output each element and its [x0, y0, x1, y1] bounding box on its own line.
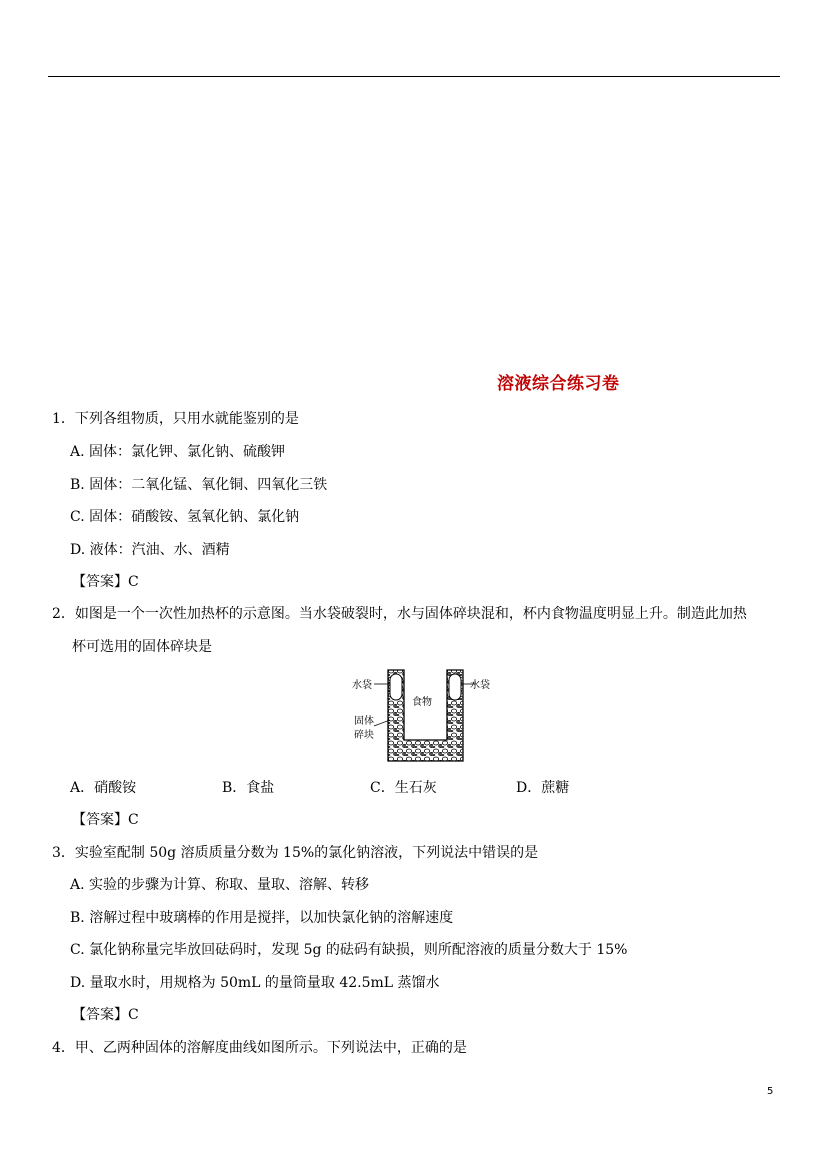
label-food: 食物 — [412, 697, 432, 708]
question-2-stem-line-1: 2．如图是一个一次性加热杯的示意图。当水袋破裂时，水与固体碎块混和，杯内食物温度明显上升。制造此加热 — [52, 606, 747, 622]
label-right-water-bag: 水袋 — [470, 680, 490, 691]
question-2-stem-line-2: 杯可选用的固体碎块是 — [72, 639, 212, 655]
heating-cup-figure — [352, 668, 494, 764]
page-title: 溶液综合练习卷 — [497, 374, 620, 394]
question-4-stem: 4．甲、乙两种固体的溶解度曲线如图所示。下列说法中，正确的是 — [52, 1040, 467, 1056]
question-2-answer: 【答案】C — [72, 812, 139, 828]
question-3-option-d: D. 量取水时，用规格为 50mL 的量筒量取 42.5mL 蒸馏水 — [70, 975, 440, 991]
question-1-option-d: D. 液体：汽油、水、酒精 — [70, 542, 230, 558]
label-left-water-bag: 水袋 — [352, 680, 372, 691]
question-1-answer: 【答案】C — [72, 574, 139, 590]
question-3-option-c: C. 氯化钠称量完毕放回砝码时，发现 5g 的砝码有缺损，则所配溶液的质量分数大于 15% — [70, 942, 628, 958]
label-pieces: 碎块 — [354, 730, 374, 741]
question-3-option-a: A. 实验的步骤为计算、称取、量取、溶解、转移 — [70, 877, 370, 893]
question-3-option-b: B. 溶解过程中玻璃棒的作用是搅拌，以加快氯化钠的溶解速度 — [70, 910, 454, 926]
question-3-stem: 3．实验室配制 50g 溶质质量分数为 15%的氯化钠溶液，下列说法中错误的是 — [52, 845, 539, 861]
question-1-stem: 1．下列各组物质，只用水就能鉴别的是 — [52, 411, 299, 427]
question-2-option-a: A．硝酸铵 — [70, 780, 137, 796]
right-water-bag — [449, 674, 461, 700]
label-solid: 固体 — [354, 716, 374, 727]
left-water-bag — [390, 674, 402, 700]
page-number: 5 — [767, 1086, 774, 1097]
question-1-option-c: C. 固体：硝酸铵、氢氧化钠、氯化钠 — [70, 509, 300, 525]
question-1-option-b: B. 固体：二氧化锰、氧化铜、四氧化三铁 — [70, 477, 328, 493]
question-2-option-b: B．食盐 — [222, 780, 275, 796]
question-2-option-c: C．生石灰 — [370, 780, 437, 796]
question-1-option-a: A. 固体：氯化钾、氯化钠、硫酸钾 — [70, 444, 286, 460]
question-3-answer: 【答案】C — [72, 1007, 139, 1023]
header-rule — [48, 76, 780, 77]
question-2-option-d: D．蔗糖 — [516, 780, 570, 796]
